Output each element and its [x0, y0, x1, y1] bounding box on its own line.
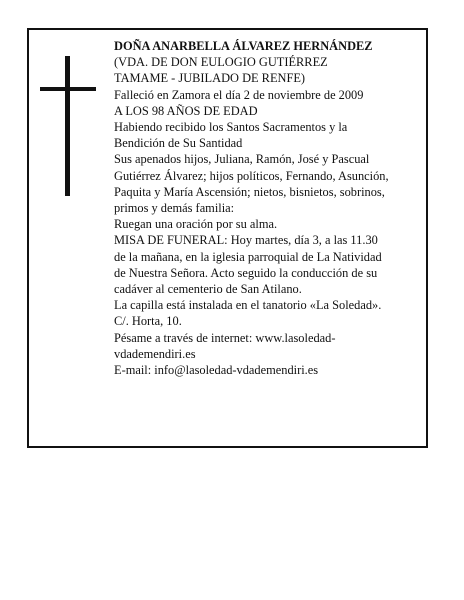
widow-note-line-2: TAMAME - JUBILADO DE RENFE)	[114, 71, 306, 86]
sacraments-line-2: Bendición de Su Santidad	[114, 136, 243, 151]
family-line-1: Sus apenados hijos, Juliana, Ramón, José y Pascual	[114, 152, 370, 167]
contact-email: E-mail: info@lasoledad-vdademendiri.es	[114, 363, 319, 378]
deceased-name: DOÑA ANARBELLA ÁLVAREZ HERNÁNDEZ	[114, 39, 373, 53]
condolences-line-1: Pésame a través de internet: www.lasoledad-	[114, 330, 336, 345]
funeral-line-4: cadáver al cementerio de San Atilano.	[114, 282, 302, 297]
funeral-line-3: de Nuestra Señora. Acto seguido la conducción de su	[114, 265, 378, 280]
age-statement: A LOS 98 AÑOS DE EDAD	[114, 103, 258, 118]
family-line-2: Gutiérrez Álvarez; hijos políticos, Fernando, Asunción,	[114, 168, 389, 183]
family-line-4: primos y demás familia:	[114, 201, 235, 216]
prayer-request: Ruegan una oración por su alma.	[114, 217, 278, 232]
chapel-line-1: La capilla está instalada en el tanatorio «La Soledad».	[114, 298, 382, 313]
death-statement: Falleció en Zamora el día 2 de noviembre de 2009	[114, 87, 364, 102]
family-line-3: Paquita y María Ascensión; nietos, bisnietos, sobrinos,	[114, 184, 385, 199]
funeral-line-2: de la mañana, en la iglesia parroquial de La Natividad	[114, 249, 382, 264]
cross-icon	[65, 56, 70, 196]
cross-icon-arm	[40, 87, 96, 91]
widow-note-line-1: (VDA. DE DON EULOGIO GUTIÉRREZ	[114, 55, 328, 70]
chapel-address: C/. Horta, 10.	[114, 314, 182, 329]
funeral-line-1: MISA DE FUNERAL: Hoy martes, día 3, a las 11.30	[114, 233, 378, 248]
condolences-line-2: vdademendiri.es	[114, 346, 196, 361]
sacraments-line-1: Habiendo recibido los Santos Sacramentos y la	[114, 120, 348, 135]
obituary-text	[114, 38, 420, 378]
